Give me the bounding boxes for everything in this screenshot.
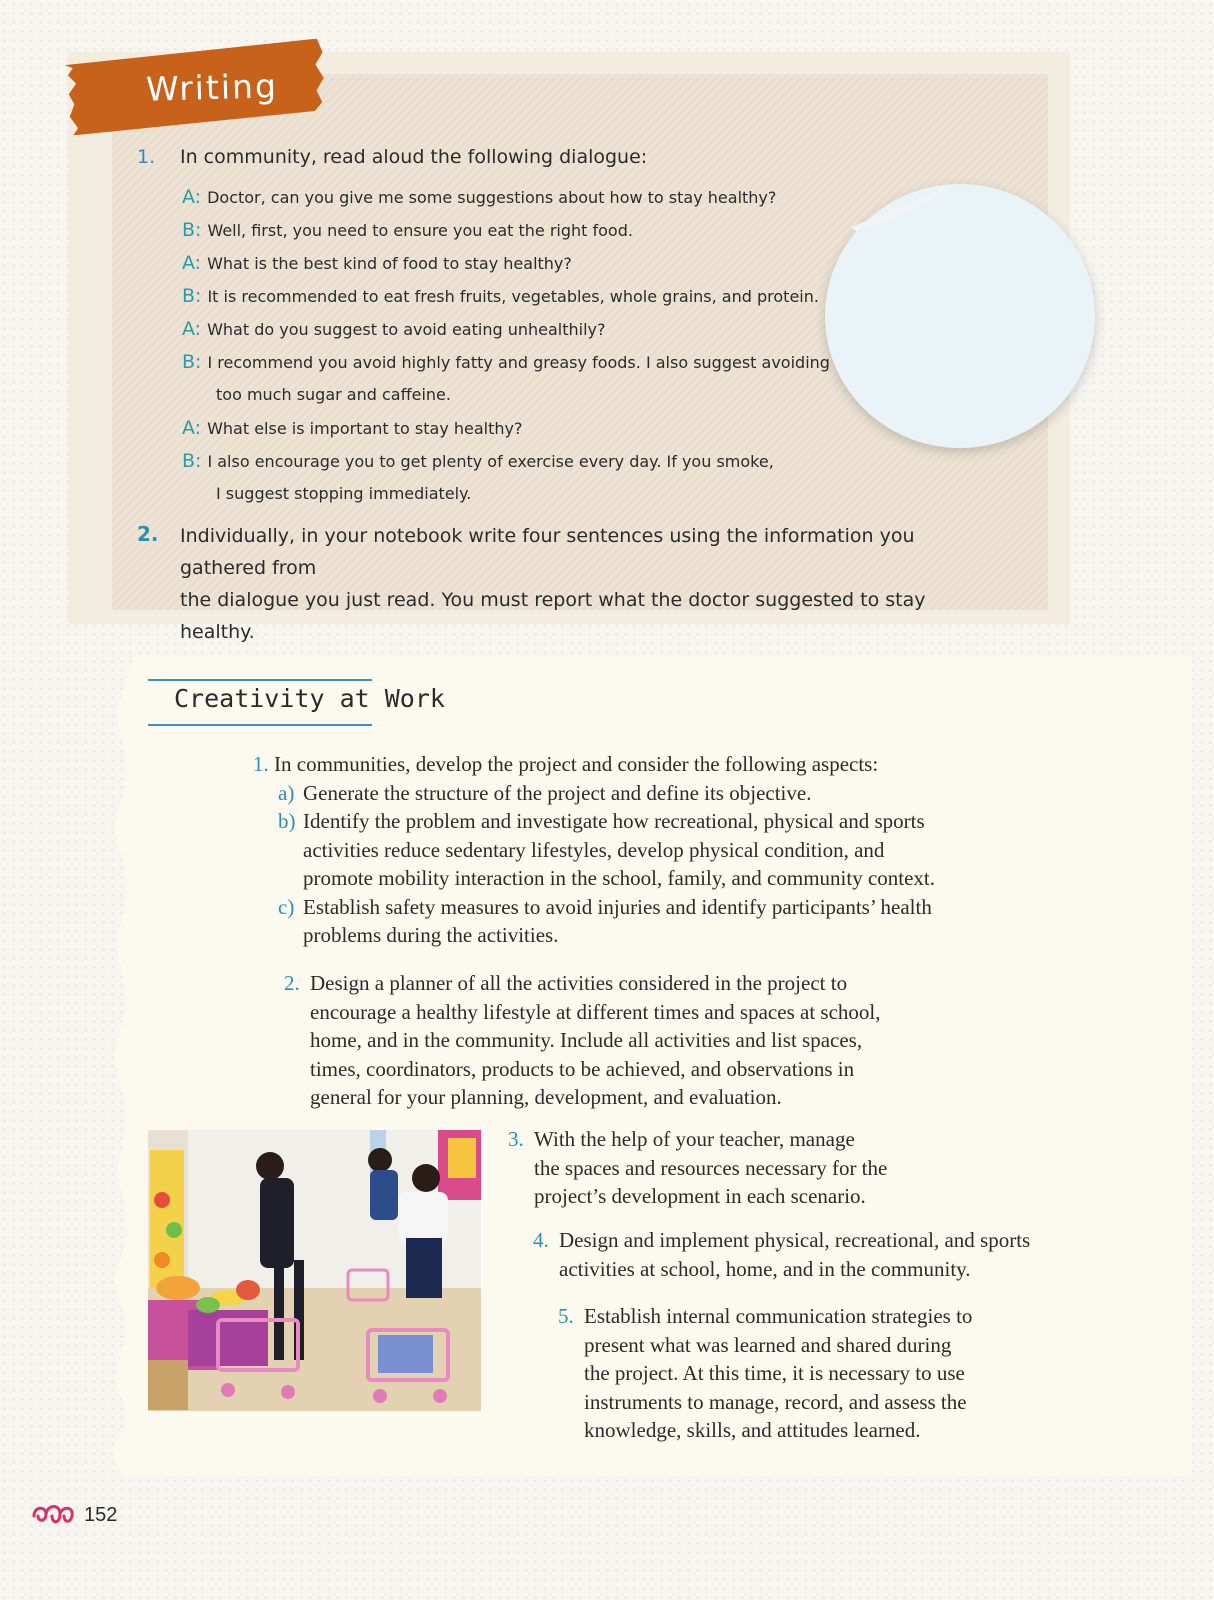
sub-item-label: c) bbox=[278, 894, 295, 919]
item-number: 4. bbox=[533, 1228, 549, 1252]
item-1 bbox=[253, 750, 1033, 950]
blank-sticker bbox=[825, 184, 1095, 448]
item-text: Design a planner of all the activities considered in the project to bbox=[310, 971, 848, 995]
item-2 bbox=[284, 969, 1010, 1112]
sub-item-label: a) bbox=[278, 780, 295, 805]
speaker-label: A: bbox=[182, 252, 202, 274]
dialogue-text: Well, first, you need to ensure you eat the right food. bbox=[207, 221, 633, 240]
dialogue-line bbox=[182, 315, 842, 348]
item-text: In communities, develop the project and consider the following aspects: bbox=[274, 752, 879, 776]
item-text: the project. At this time, it is necessary to use bbox=[584, 1361, 965, 1385]
speaker-label: B: bbox=[182, 450, 202, 472]
dialogue bbox=[182, 183, 842, 513]
dialogue-line bbox=[182, 183, 842, 216]
item-text: present what was learned and shared during bbox=[584, 1332, 952, 1357]
speaker-label: A: bbox=[182, 186, 202, 208]
item-text: times, coordinators, products to be achieved, and observations in bbox=[310, 1056, 855, 1081]
task1-instruction: In community, read aloud the following dialogue: bbox=[180, 146, 648, 168]
speaker-label: A: bbox=[182, 318, 202, 340]
item-number: 5. bbox=[558, 1304, 574, 1328]
sub-item-c bbox=[253, 893, 1033, 950]
title-rule-bottom bbox=[148, 724, 372, 726]
dialogue-text: I recommend you avoid highly fatty and greasy foods. I also suggest avoiding bbox=[207, 353, 830, 372]
title-rule-top bbox=[148, 679, 372, 681]
item-number: 2. bbox=[284, 971, 300, 995]
dialogue-line bbox=[182, 282, 842, 315]
item-text: knowledge, skills, and attitudes learned. bbox=[584, 1418, 921, 1442]
task2-number: 2. bbox=[137, 522, 159, 546]
sub-item-a bbox=[253, 779, 1033, 808]
dialogue-text: What else is important to stay healthy? bbox=[207, 419, 523, 438]
photo-illustration bbox=[148, 1130, 481, 1411]
writing-title: Writing bbox=[145, 66, 279, 109]
sub-item-text: promote mobility interaction in the school, family, and community context. bbox=[303, 866, 936, 890]
item-text: project’s development in each scenario. bbox=[534, 1184, 866, 1208]
item-text: instruments to manage, record, and assess the bbox=[584, 1389, 967, 1414]
dialogue-text: Doctor, can you give me some suggestions about how to stay healthy? bbox=[207, 188, 777, 207]
item-number: 1. bbox=[253, 752, 269, 776]
dialogue-line-continuation bbox=[182, 480, 842, 513]
item-3 bbox=[508, 1125, 964, 1211]
item-5 bbox=[558, 1302, 1054, 1445]
decorative-swirl-logo-icon bbox=[30, 1502, 76, 1532]
item-text: With the help of your teacher, manage bbox=[534, 1127, 855, 1151]
dialogue-text: too much sugar and caffeine. bbox=[216, 385, 451, 404]
dialogue-text: I also encourage you to get plenty of exercise every day. If you smoke, bbox=[207, 452, 774, 471]
item-number: 3. bbox=[508, 1127, 524, 1151]
item-1-line bbox=[253, 750, 1033, 779]
speaker-label: B: bbox=[182, 351, 202, 373]
dialogue-text: What do you suggest to avoid eating unhealthily? bbox=[207, 320, 606, 339]
item-text: home, and in the community. Include all activities and list spaces, bbox=[310, 1028, 863, 1052]
item-text: Design and implement physical, recreational, and sports bbox=[559, 1228, 1031, 1252]
task2-line: Individually, in your notebook write four sentences using the information you gathered from bbox=[180, 525, 915, 579]
page-number: 152 bbox=[84, 1504, 118, 1526]
item-text: encourage a healthy lifestyle at different times and spaces at school, bbox=[310, 999, 881, 1024]
dialogue-line bbox=[182, 216, 842, 249]
creativity-title: Creativity at Work bbox=[174, 684, 445, 713]
item-text: the spaces and resources necessary for the bbox=[534, 1155, 888, 1180]
dialogue-line bbox=[182, 348, 842, 381]
task1-number: 1. bbox=[137, 146, 156, 168]
dialogue-text: I suggest stopping immediately. bbox=[216, 484, 472, 503]
dialogue-line bbox=[182, 414, 842, 447]
sub-item-text: activities reduce sedentary lifestyles, develop physical condition, and bbox=[303, 837, 885, 862]
sub-item-text: Establish safety measures to avoid injuries and identify participants’ health bbox=[303, 894, 932, 919]
dialogue-line bbox=[182, 447, 842, 480]
item-4 bbox=[533, 1226, 1119, 1283]
dialogue-line-continuation bbox=[182, 381, 842, 414]
sub-item-b bbox=[253, 807, 1033, 893]
students-shopping-carts-photo bbox=[148, 1130, 481, 1411]
dialogue-text: What is the best kind of food to stay healthy? bbox=[207, 254, 572, 273]
dialogue-line bbox=[182, 249, 842, 282]
sub-item-label: b) bbox=[278, 809, 296, 833]
item-text: activities at school, home, and in the community. bbox=[559, 1256, 971, 1281]
task2-line: the dialogue you just read. You must report what the doctor suggested to stay healthy. bbox=[180, 589, 926, 643]
item-text: general for your planning, development, and evaluation. bbox=[310, 1085, 782, 1109]
dialogue-text: It is recommended to eat fresh fruits, vegetables, whole grains, and protein. bbox=[207, 287, 819, 306]
speaker-label: A: bbox=[182, 417, 202, 439]
sub-item-text: problems during the activities. bbox=[303, 923, 559, 947]
speaker-label: B: bbox=[182, 285, 202, 307]
item-text: Establish internal communication strategies to bbox=[584, 1304, 973, 1328]
task2-instruction bbox=[180, 520, 1000, 648]
sub-item-text: Identify the problem and investigate how recreational, physical and sports bbox=[303, 809, 925, 833]
speaker-label: B: bbox=[182, 219, 202, 241]
sub-item-text: Generate the structure of the project and define its objective. bbox=[303, 780, 812, 805]
